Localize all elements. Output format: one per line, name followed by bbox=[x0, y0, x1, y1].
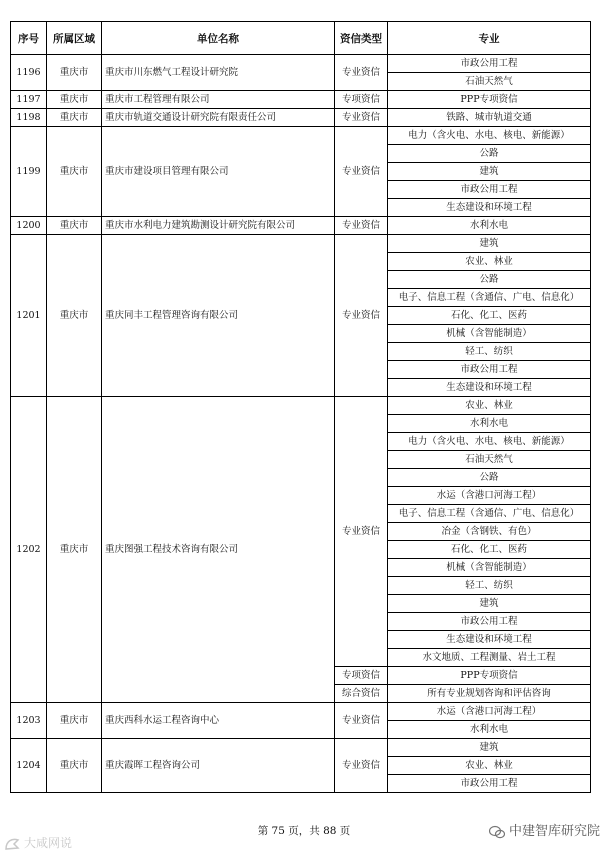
cell-major: 电力（含火电、水电、核电、新能源） bbox=[388, 433, 591, 451]
cell-unit-name: 重庆西科水运工程咨询中心 bbox=[102, 703, 335, 739]
table-header-row bbox=[11, 22, 591, 55]
table-row bbox=[11, 127, 591, 145]
wechat-icon bbox=[489, 825, 505, 839]
cell-region: 重庆市 bbox=[47, 91, 102, 109]
table-body bbox=[11, 55, 591, 793]
cell-major: 建筑 bbox=[388, 739, 591, 757]
cell-qual-type: 专业资信 bbox=[335, 739, 388, 793]
cell-major: 石化、化工、医药 bbox=[388, 307, 591, 325]
cell-major: 石化、化工、医药 bbox=[388, 541, 591, 559]
header-no: 序号 bbox=[11, 22, 47, 55]
table-row bbox=[11, 235, 591, 253]
cell-major: 建筑 bbox=[388, 163, 591, 181]
cell-major: 公路 bbox=[388, 145, 591, 163]
cell-region: 重庆市 bbox=[47, 739, 102, 793]
table-row bbox=[11, 703, 591, 721]
cell-major: PPP专项资信 bbox=[388, 667, 591, 685]
cell-no: 1201 bbox=[11, 235, 47, 397]
cell-unit-name: 重庆同丰工程管理咨询有限公司 bbox=[102, 235, 335, 397]
cell-major: 市政公用工程 bbox=[388, 361, 591, 379]
cell-no: 1203 bbox=[11, 703, 47, 739]
header-qual-type: 资信类型 bbox=[335, 22, 388, 55]
cell-unit-name: 重庆市水利电力建筑勘测设计研究院有限公司 bbox=[102, 217, 335, 235]
cell-no: 1200 bbox=[11, 217, 47, 235]
watermark-left bbox=[4, 834, 72, 851]
table-row bbox=[11, 397, 591, 415]
cell-region: 重庆市 bbox=[47, 109, 102, 127]
cell-no: 1204 bbox=[11, 739, 47, 793]
cell-major: 石油天然气 bbox=[388, 451, 591, 469]
cell-qual-type: 专业资信 bbox=[335, 397, 388, 667]
cell-major: 农业、林业 bbox=[388, 397, 591, 415]
watermark-right bbox=[489, 820, 600, 839]
cell-major: 市政公用工程 bbox=[388, 775, 591, 793]
cell-qual-type: 专业资信 bbox=[335, 127, 388, 217]
cell-region: 重庆市 bbox=[47, 127, 102, 217]
cell-unit-name: 重庆市建设项目管理有限公司 bbox=[102, 127, 335, 217]
cell-no: 1199 bbox=[11, 127, 47, 217]
watermark-left-text: 大咸网说 bbox=[24, 836, 73, 850]
cell-major: 水运（含港口河海工程） bbox=[388, 703, 591, 721]
cell-qual-type: 专业资信 bbox=[335, 55, 388, 91]
cell-major: 冶金（含钢铁、有色） bbox=[388, 523, 591, 541]
cell-unit-name: 重庆市工程管理有限公司 bbox=[102, 91, 335, 109]
cell-major: 石油天然气 bbox=[388, 73, 591, 91]
cell-major: 公路 bbox=[388, 469, 591, 487]
cell-qual-type: 专业资信 bbox=[335, 109, 388, 127]
cell-qual-type: 专业资信 bbox=[335, 235, 388, 397]
page-footer: 第 75 页，共 88 页 bbox=[257, 825, 351, 837]
cell-region: 重庆市 bbox=[47, 397, 102, 703]
cell-major: 水文地质、工程测量、岩土工程 bbox=[388, 649, 591, 667]
cell-major: 铁路、城市轨道交通 bbox=[388, 109, 591, 127]
cell-no: 1202 bbox=[11, 397, 47, 703]
cell-major: 机械（含智能制造） bbox=[388, 559, 591, 577]
cell-major: 水利水电 bbox=[388, 721, 591, 739]
cell-major: 生态建设和环境工程 bbox=[388, 199, 591, 217]
cell-qual-type: 专业资信 bbox=[335, 217, 388, 235]
cell-unit-name: 重庆霞晖工程咨询公司 bbox=[102, 739, 335, 793]
cell-major: 市政公用工程 bbox=[388, 181, 591, 199]
header-major: 专业 bbox=[388, 22, 591, 55]
cell-major: 水运（含港口河海工程） bbox=[388, 487, 591, 505]
cell-qual-type: 专项资信 bbox=[335, 91, 388, 109]
cell-no: 1196 bbox=[11, 55, 47, 91]
cell-major: 所有专业规划咨询和评估咨询 bbox=[388, 685, 591, 703]
cell-region: 重庆市 bbox=[47, 703, 102, 739]
cell-major: 水利水电 bbox=[388, 217, 591, 235]
cell-major: 水利水电 bbox=[388, 415, 591, 433]
cell-qual-type: 综合资信 bbox=[335, 685, 388, 703]
cell-major: 农业、林业 bbox=[388, 757, 591, 775]
cell-major: 电子、信息工程（含通信、广电、信息化） bbox=[388, 289, 591, 307]
cell-region: 重庆市 bbox=[47, 217, 102, 235]
cell-major: 电子、信息工程（含通信、广电、信息化） bbox=[388, 505, 591, 523]
cell-major: 电力（含火电、水电、核电、新能源） bbox=[388, 127, 591, 145]
cell-major: 机械（含智能制造） bbox=[388, 325, 591, 343]
qualification-table bbox=[10, 21, 591, 793]
cell-unit-name: 重庆市川东燃气工程设计研究院 bbox=[102, 55, 335, 91]
cell-major: 建筑 bbox=[388, 595, 591, 613]
cell-major: 生态建设和环境工程 bbox=[388, 379, 591, 397]
watermark-right-text: 中建智库研究院 bbox=[508, 824, 600, 839]
table-row bbox=[11, 109, 591, 127]
cell-region: 重庆市 bbox=[47, 235, 102, 397]
cell-no: 1197 bbox=[11, 91, 47, 109]
table-row bbox=[11, 91, 591, 109]
cell-major: 建筑 bbox=[388, 235, 591, 253]
cell-region: 重庆市 bbox=[47, 55, 102, 91]
cell-major: 轻工、纺织 bbox=[388, 577, 591, 595]
header-region: 所属区域 bbox=[47, 22, 102, 55]
cell-major: 轻工、纺织 bbox=[388, 343, 591, 361]
table-row bbox=[11, 55, 591, 73]
table-row bbox=[11, 217, 591, 235]
cell-unit-name: 重庆图强工程技术咨询有限公司 bbox=[102, 397, 335, 703]
cell-major: PPP专项资信 bbox=[388, 91, 591, 109]
cell-qual-type: 专业资信 bbox=[335, 703, 388, 739]
watermark-logo-icon bbox=[4, 837, 20, 851]
header-unit-name: 单位名称 bbox=[102, 22, 335, 55]
cell-major: 生态建设和环境工程 bbox=[388, 631, 591, 649]
cell-major: 市政公用工程 bbox=[388, 55, 591, 73]
cell-major: 农业、林业 bbox=[388, 253, 591, 271]
table-row bbox=[11, 739, 591, 757]
cell-major: 市政公用工程 bbox=[388, 613, 591, 631]
cell-major: 公路 bbox=[388, 271, 591, 289]
cell-no: 1198 bbox=[11, 109, 47, 127]
cell-unit-name: 重庆市轨道交通设计研究院有限责任公司 bbox=[102, 109, 335, 127]
cell-qual-type: 专项资信 bbox=[335, 667, 388, 685]
